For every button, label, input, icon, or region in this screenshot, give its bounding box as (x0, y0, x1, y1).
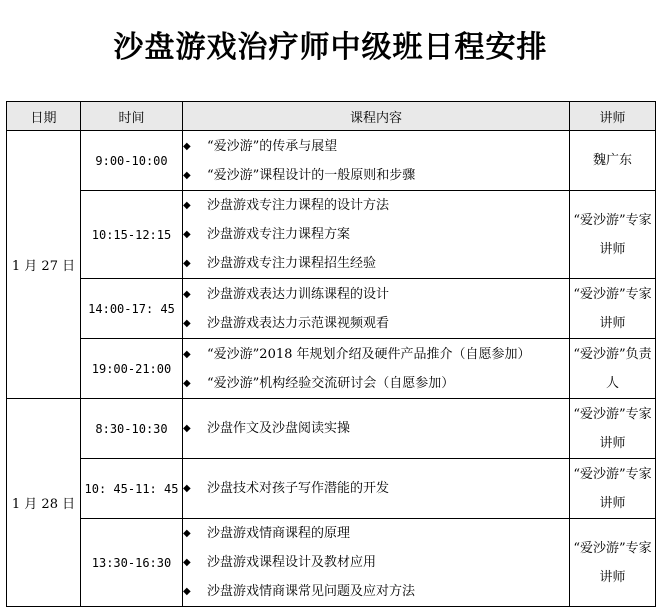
teacher-cell: “爱沙游”专家讲师 (570, 279, 656, 339)
header-time: 时间 (81, 102, 183, 131)
time-cell: 13:30-16:30 (81, 519, 183, 607)
diamond-bullet-icon: ◆ (183, 229, 191, 240)
diamond-bullet-icon: ◆ (183, 586, 191, 597)
schedule-table (6, 101, 656, 607)
item-text: 沙盘作文及沙盘阅读实操 (207, 421, 351, 436)
item-text: “爱沙游”机构经验交流研讨会（自愿参加） (207, 375, 455, 391)
date-cell: 1 月 28 日 (7, 399, 81, 607)
diamond-bullet-icon: ◆ (183, 557, 191, 568)
item-text: 沙盘技术对孩子写作潜能的开发 (207, 481, 390, 496)
diamond-bullet-icon: ◆ (183, 528, 191, 539)
table-row (7, 519, 656, 607)
list-item (183, 280, 569, 309)
content-cell (183, 459, 570, 519)
diamond-bullet-icon: ◆ (183, 317, 191, 329)
list-item (183, 191, 569, 220)
list-item (183, 309, 569, 338)
teacher-cell: “爱沙游”负责人 (570, 339, 656, 399)
date-cell: 1 月 27 日 (7, 131, 81, 399)
header-date: 日期 (7, 102, 81, 131)
teacher-cell: “爱沙游”专家讲师 (570, 399, 656, 459)
teacher-cell: “爱沙游”专家讲师 (570, 519, 656, 607)
diamond-bullet-icon: ◆ (183, 377, 191, 389)
diamond-bullet-icon: ◆ (183, 258, 191, 269)
item-text: “爱沙游”2018 年规划介绍及硬件产品推介（自愿参加） (207, 346, 531, 362)
item-text: 沙盘游戏专注力课程方案 (207, 227, 351, 242)
item-text: 沙盘游戏情商课常见问题及应对方法 (207, 584, 416, 599)
teacher-cell: “爱沙游”专家讲师 (570, 459, 656, 519)
list-item (183, 577, 569, 606)
diamond-bullet-icon: ◆ (183, 200, 191, 211)
teacher-cell: 魏广东 (570, 131, 656, 191)
list-item (183, 161, 569, 190)
item-text: 沙盘游戏表达力示范课视频观看 (207, 315, 390, 331)
content-cell (183, 131, 570, 191)
time-cell: 8:30-10:30 (81, 399, 183, 459)
content-cell (183, 279, 570, 339)
time-cell: 19:00-21:00 (81, 339, 183, 399)
table-row (7, 339, 656, 399)
time-cell: 10: 45-11: 45 (81, 459, 183, 519)
item-text: “爱沙游”的传承与展望 (207, 138, 338, 154)
list-item (183, 132, 569, 161)
diamond-bullet-icon: ◆ (183, 348, 191, 360)
table-row (7, 131, 656, 191)
teacher-cell: “爱沙游”专家讲师 (570, 191, 656, 279)
diamond-bullet-icon: ◆ (183, 169, 191, 181)
list-item (183, 414, 569, 443)
item-text: 沙盘游戏专注力课程的设计方法 (207, 198, 390, 213)
list-item (183, 220, 569, 249)
diamond-bullet-icon: ◆ (183, 140, 191, 152)
item-text: 沙盘游戏课程设计及教材应用 (207, 555, 377, 570)
table-row (7, 459, 656, 519)
item-text: “爱沙游”课程设计的一般原则和步骤 (207, 167, 416, 183)
time-cell: 14:00-17: 45 (81, 279, 183, 339)
page-title: 沙盘游戏治疗师中级班日程安排 (113, 30, 548, 65)
table-row (7, 279, 656, 339)
content-cell (183, 191, 570, 279)
item-text: 沙盘游戏专注力课程招生经验 (207, 256, 377, 271)
time-cell: 9:00-10:00 (81, 131, 183, 191)
content-cell (183, 399, 570, 459)
diamond-bullet-icon: ◆ (183, 288, 191, 300)
list-item (183, 340, 569, 369)
header-content: 课程内容 (183, 102, 570, 131)
header-teacher: 讲师 (570, 102, 656, 131)
list-item (183, 519, 569, 548)
diamond-bullet-icon: ◆ (183, 483, 191, 494)
list-item (183, 369, 569, 398)
list-item (183, 548, 569, 577)
content-cell (183, 339, 570, 399)
item-text: 沙盘游戏表达力训练课程的设计 (207, 286, 390, 302)
table-row (7, 399, 656, 459)
item-text: 沙盘游戏情商课程的原理 (207, 526, 351, 541)
content-cell (183, 519, 570, 607)
header-row (7, 102, 656, 131)
table-row (7, 191, 656, 279)
list-item (183, 249, 569, 278)
diamond-bullet-icon: ◆ (183, 423, 191, 434)
time-cell: 10:15-12:15 (81, 191, 183, 279)
list-item (183, 474, 569, 503)
